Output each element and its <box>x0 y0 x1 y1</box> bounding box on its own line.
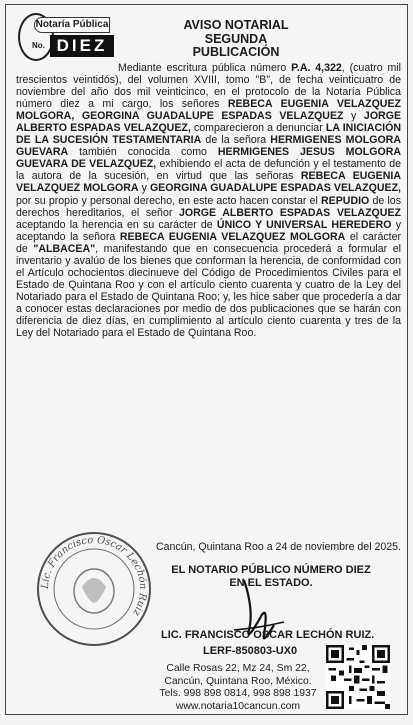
party-names: JORGE ALBERTO ESPADAS VELAZQUEZ, <box>16 110 402 135</box>
body-text: aceptando la herencia en su carácter de <box>16 218 217 231</box>
notary-title-line-2: EN EL ESTADO. <box>229 576 313 589</box>
heading-line-3: PUBLICACIÓN <box>192 45 280 59</box>
notary-name: LIC. FRANCISCO OSCAR LECHÓN RUIZ. <box>161 629 375 641</box>
body-text: de la señora <box>201 134 271 147</box>
notice-page <box>5 4 408 715</box>
body-text: , (cuatro mil trescientos veintidós), del volumen XVIII, tomo "B", de fecha veinticuatro de noviembre del año dos mil veinticinco, en el protocolo de la Notaría Pública número diez a mi cargo, los señores <box>16 62 401 111</box>
address-line-2: Cancún, Quintana Roo, México. <box>164 675 312 687</box>
albacea-label: "ALBACEA" <box>33 242 96 255</box>
body-text: por su propio y personal derecho, en este acto hacen constar el <box>16 194 322 207</box>
party-names: JORGE ALBERTO ESPADAS VELAZQUEZ <box>178 206 401 219</box>
qr-code-icon[interactable] <box>326 645 390 709</box>
body-text: y <box>138 182 150 195</box>
body-text: de los derechos hereditarios, el señor <box>16 194 401 219</box>
party-names: GEORGINA GUADALUPE ESPADAS VELAZQUEZ, <box>149 182 401 195</box>
notice-heading <box>161 19 311 60</box>
body-text: el carácter de <box>16 230 401 255</box>
heading-line-1: AVISO NOTARIAL <box>183 18 289 32</box>
heading-line-2: SEGUNDA <box>204 31 268 46</box>
sucesion-label: LA INICIACIÓN DE LA SUCESIÓN TESTAMENTARIA <box>16 122 402 147</box>
party-names: REBECA EUGENIA VELAZQUEZ MOLGORA <box>119 230 346 243</box>
body-text: comparecieron a denunciar <box>190 122 326 135</box>
party-names: REBECA EUGENIA VELAZQUEZ MOLGORA <box>16 170 401 195</box>
body-text: Mediante escritura pública número <box>118 62 292 74</box>
body-text: también conocida como <box>68 146 218 159</box>
notice-date: Cancún, Quintana Roo a 24 de noviembre del 2025. <box>156 541 402 553</box>
notice-body <box>16 62 401 339</box>
seal-text: Lic. Francisco Oscar Lechón Ruiz <box>39 534 149 618</box>
address-line-1: Calle Rosas 22, Mz 24, Sm 22, <box>166 663 310 674</box>
body-text: y <box>343 110 364 123</box>
body-text: exhibiendo el acta de defunción y el testamento de la autora de la sucesión, en virtud que las señoras <box>16 158 402 183</box>
notary-title-line-1: EL NOTARIO PÚBLICO NÚMERO DIEZ <box>171 564 371 576</box>
logo-number: DIEZ <box>50 35 114 57</box>
body-text: y aceptando la señora <box>16 218 401 243</box>
address-website[interactable]: www.notaria10cancun.com <box>175 700 301 712</box>
address-phones: Tels. 998 898 0814, 998 898 1937 <box>159 688 317 700</box>
notary-address <box>149 663 327 713</box>
party-names: REBECA EUGENIA VELAZQUEZ MOLGORA, GEORGINA GUADALUPE ESPADAS VELAZQUEZ <box>16 98 401 123</box>
notary-seal-icon <box>34 529 154 649</box>
logo-no: No. <box>32 41 45 50</box>
heredero-label: ÚNICO Y UNIVERSAL HEREDERO <box>216 218 392 231</box>
logo-label: Notaría Pública <box>34 17 110 33</box>
repudio-label: REPUDIO <box>321 194 370 207</box>
notaria-logo <box>16 11 111 61</box>
deceased-alias: HERMIGENES JESUS MOLGORA GUEVARA DE VELAZQUEZ, <box>16 146 401 171</box>
deceased-name: HERMIGENES MOLGORA GUEVARA <box>16 134 401 159</box>
notary-rfc: LERF-850803-UX0 <box>203 645 298 657</box>
body-text: , manifestando que en consecuencia procederá a formular el inventario y avalúo de los bienes que conforman la herencia, de conformidad con el Artículo ochocientos diecinueve del Código de Procedimientos Civiles para el Estado de Quintana Roo y con el artículo ciento cuarenta y cuatro de la Ley del Notariado para el Estado de Quintana Roo; y, les hice saber que procedería a dar a conocer estas declaraciones por medio de dos publicaciones que se harán con diferencia de diez días, en cumplimiento al artículo ciento cuarenta y tres de la Ley del Notariado para el Estado de Quintana Roo. <box>16 242 401 340</box>
escritura-number: P.A. 4,322 <box>291 62 342 74</box>
